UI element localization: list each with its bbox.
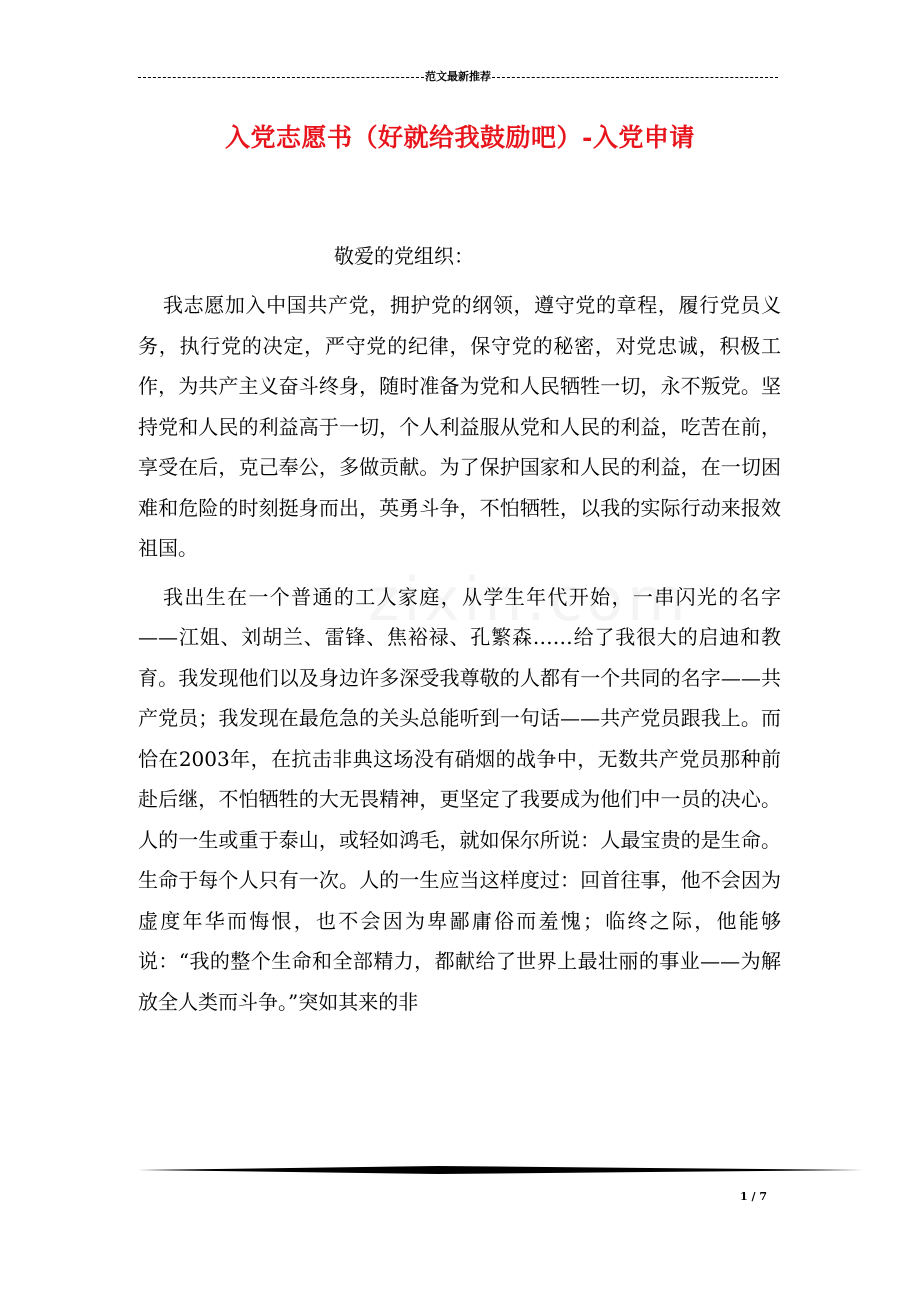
document-body — [138, 285, 781, 1022]
page-number: 1 / 7 — [740, 1190, 767, 1203]
body-paragraph: 我出生在一个普通的工人家庭，从学生年代开始，一串闪光的名字——江姐、刘胡兰、雷锋、焦裕禄、孔繁森……给了我很大的启迪和教育。我发现他们以及身边许多深受我尊敬的人都有一个共同的名字——共产党员；我发现在最危急的关头总能听到一句话——共产党员跟我上。而恰在2003年，在抗击非典这场没有硝烟的战争中，无数共产党员那种前赴后继，不怕牺牲的大无畏精神，更坚定了我要成为他们中一员的决心。人的一生或重于泰山，或轻如鸿毛，就如保尔所说：人最宝贵的是生命。生命于每个人只有一次。人的一生应当这样度过：回首往事，他不会因为虚度年华而悔恨，也不会因为卑鄙庸俗而羞愧；临终之际，他能够说：“我的整个生命和全部精力，都献给了世界上最壮丽的事业——为解放全人类而斗争。”突如其来的非 — [138, 584, 781, 1014]
body-paragraph: 我志愿加入中国共产党，拥护党的纲领，遵守党的章程，履行党员义务，执行党的决定，严守党的纪律，保守党的秘密，对党忠诚，积极工作，为共产主义奋斗终身，随时准备为党和人民牺牲一切，永不叛党。坚持党和人民的利益高于一切，个人利益服从党和人民的利益，吃苦在前，享受在后，克己奉公，多做贡献。为了保护国家和人民的利益，在一切困难和危险的时刻挺身而出，英勇斗争，不怕牺牲，以我的实际行动来报效祖国。 — [138, 293, 781, 560]
document-title: 入党志愿书（好就给我鼓励吧）-入党申请 — [225, 123, 695, 152]
page-header-banner — [138, 70, 778, 84]
header-dashed-rule-left — [138, 77, 424, 78]
footer-tapered-rule — [138, 1163, 863, 1177]
header-banner-text: 范文最新推荐 — [425, 70, 491, 83]
salutation: 敬爱的党组织： — [334, 244, 474, 268]
header-dashed-rule-right — [492, 77, 778, 78]
